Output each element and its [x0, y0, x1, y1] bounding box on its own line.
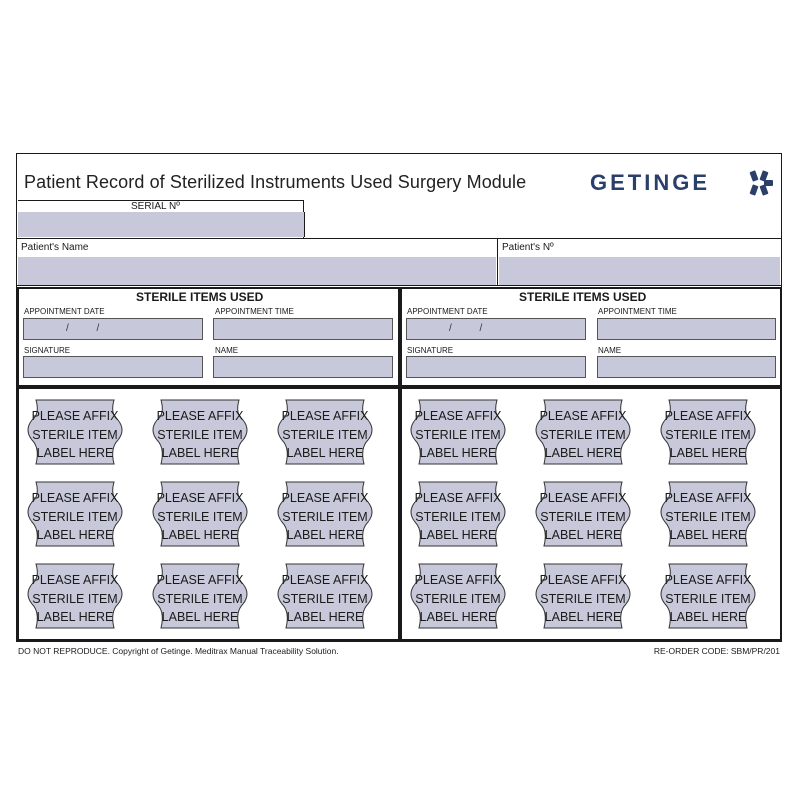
- sticker-line-1: PLEASE AFFIX: [539, 409, 627, 423]
- sticker-label: [147, 489, 253, 545]
- sticker-label: [530, 571, 636, 627]
- sticker-slot[interactable]: [530, 478, 636, 550]
- sticker-line-1: PLEASE AFFIX: [664, 491, 752, 505]
- sticker-line-1: PLEASE AFFIX: [664, 409, 752, 423]
- left-signature-label: SIGNATURE: [24, 346, 71, 355]
- brand-logo: GETINGE: [590, 170, 711, 195]
- sticker-line-3: LABEL HERE: [161, 446, 239, 460]
- sticker-slot[interactable]: [405, 560, 511, 632]
- patient-row-divider: [16, 238, 782, 239]
- right-appointment-time-label: APPOINTMENT TIME: [598, 307, 677, 316]
- sticker-line-3: LABEL HERE: [419, 528, 497, 542]
- sticker-line-1: PLEASE AFFIX: [281, 491, 369, 505]
- sticker-slot[interactable]: [655, 396, 761, 468]
- sticker-slot[interactable]: [655, 560, 761, 632]
- sticker-line-3: LABEL HERE: [36, 528, 114, 542]
- sticker-line-2: STERILE ITEM: [32, 509, 118, 524]
- sticker-line-3: LABEL HERE: [669, 446, 747, 460]
- sticker-slot[interactable]: [272, 396, 378, 468]
- sticker-line-1: PLEASE AFFIX: [31, 409, 119, 423]
- patient-row-separator: [497, 238, 498, 285]
- serial-label: SERIAL Nº: [131, 201, 180, 212]
- sticker-line-2: STERILE ITEM: [32, 591, 118, 606]
- sticker-line-2: STERILE ITEM: [665, 427, 751, 442]
- right-appointment-date-input[interactable]: / /: [406, 318, 586, 340]
- sticker-line-1: PLEASE AFFIX: [156, 491, 244, 505]
- sticker-line-3: LABEL HERE: [286, 610, 364, 624]
- right-name-input[interactable]: [597, 356, 776, 378]
- sticker-line-2: STERILE ITEM: [282, 509, 368, 524]
- sticker-slot[interactable]: [530, 560, 636, 632]
- sticker-line-3: LABEL HERE: [36, 610, 114, 624]
- sticker-line-2: STERILE ITEM: [282, 427, 368, 442]
- sticker-line-2: STERILE ITEM: [415, 509, 501, 524]
- sticker-label: [272, 407, 378, 463]
- sticker-line-3: LABEL HERE: [419, 446, 497, 460]
- patient-number-label: Patient's Nº: [502, 242, 554, 253]
- patient-number-field[interactable]: [499, 257, 780, 285]
- left-name-label: NAME: [215, 346, 239, 355]
- sticker-line-2: STERILE ITEM: [665, 509, 751, 524]
- sticker-line-1: PLEASE AFFIX: [414, 491, 502, 505]
- sticker-line-3: LABEL HERE: [36, 446, 114, 460]
- patient-name-field[interactable]: [18, 257, 496, 285]
- patient-row-bottom: [16, 285, 782, 286]
- sticker-line-2: STERILE ITEM: [32, 427, 118, 442]
- sticker-slot[interactable]: [147, 478, 253, 550]
- sticker-label: [405, 571, 511, 627]
- footer-reorder-code: RE-ORDER CODE: SBM/PR/201: [653, 646, 780, 656]
- sticker-slot[interactable]: [272, 478, 378, 550]
- right-appointment-date-label: APPOINTMENT DATE: [407, 307, 488, 316]
- right-signature-input[interactable]: [406, 356, 586, 378]
- form-title: Patient Record of Sterilized Instruments Used Surgery Module: [24, 172, 527, 192]
- right-panel-title: STERILE ITEMS USED: [519, 290, 647, 304]
- left-signature-input[interactable]: [23, 356, 203, 378]
- sticker-line-2: STERILE ITEM: [282, 591, 368, 606]
- sticker-line-1: PLEASE AFFIX: [281, 409, 369, 423]
- sticker-label: [22, 571, 128, 627]
- sticker-slot[interactable]: [655, 478, 761, 550]
- sticker-line-1: PLEASE AFFIX: [539, 573, 627, 587]
- left-appointment-date-label: APPOINTMENT DATE: [24, 307, 105, 316]
- sticker-line-1: PLEASE AFFIX: [414, 573, 502, 587]
- sticker-label: [22, 407, 128, 463]
- sticker-label: [22, 489, 128, 545]
- right-appointment-time-input[interactable]: [597, 318, 776, 340]
- sticker-line-1: PLEASE AFFIX: [664, 573, 752, 587]
- left-appointment-time-input[interactable]: [213, 318, 393, 340]
- patient-name-label: Patient's Name: [21, 242, 89, 253]
- sticker-line-3: LABEL HERE: [419, 610, 497, 624]
- sticker-label: [405, 407, 511, 463]
- sticker-line-1: PLEASE AFFIX: [414, 409, 502, 423]
- sticker-line-3: LABEL HERE: [544, 528, 622, 542]
- sticker-label: [272, 571, 378, 627]
- sticker-line-2: STERILE ITEM: [540, 509, 626, 524]
- sticker-slot[interactable]: [22, 560, 128, 632]
- sticker-slot[interactable]: [272, 560, 378, 632]
- sticker-line-1: PLEASE AFFIX: [156, 409, 244, 423]
- left-appointment-date-input[interactable]: / /: [23, 318, 203, 340]
- right-name-label: NAME: [598, 346, 622, 355]
- getinge-star-icon: [744, 168, 774, 198]
- sticker-line-1: PLEASE AFFIX: [539, 491, 627, 505]
- left-appointment-time-label: APPOINTMENT TIME: [215, 307, 294, 316]
- sticker-line-2: STERILE ITEM: [540, 591, 626, 606]
- sticker-label: [147, 571, 253, 627]
- sticker-label: [530, 407, 636, 463]
- sticker-line-2: STERILE ITEM: [415, 427, 501, 442]
- sticker-line-3: LABEL HERE: [544, 446, 622, 460]
- sticker-label: [655, 571, 761, 627]
- sticker-line-2: STERILE ITEM: [540, 427, 626, 442]
- sticker-line-2: STERILE ITEM: [157, 591, 243, 606]
- left-panel-title: STERILE ITEMS USED: [136, 290, 264, 304]
- sticker-line-2: STERILE ITEM: [157, 509, 243, 524]
- sticker-line-3: LABEL HERE: [286, 528, 364, 542]
- sticker-line-2: STERILE ITEM: [415, 591, 501, 606]
- sticker-label: [655, 489, 761, 545]
- serial-field[interactable]: [18, 212, 305, 237]
- sticker-label: [147, 407, 253, 463]
- sticker-line-1: PLEASE AFFIX: [31, 573, 119, 587]
- sticker-slot[interactable]: [147, 560, 253, 632]
- sticker-line-3: LABEL HERE: [669, 528, 747, 542]
- sticker-line-2: STERILE ITEM: [665, 591, 751, 606]
- sticker-slot[interactable]: [405, 478, 511, 550]
- sticker-line-2: STERILE ITEM: [157, 427, 243, 442]
- sticker-line-1: PLEASE AFFIX: [31, 491, 119, 505]
- sticker-label: [655, 407, 761, 463]
- sticker-slot[interactable]: [530, 396, 636, 468]
- sticker-slot[interactable]: [22, 396, 128, 468]
- sticker-line-3: LABEL HERE: [161, 610, 239, 624]
- sticker-line-1: PLEASE AFFIX: [156, 573, 244, 587]
- sticker-line-3: LABEL HERE: [161, 528, 239, 542]
- sticker-slot[interactable]: [405, 396, 511, 468]
- sticker-label: [272, 489, 378, 545]
- sticker-slot[interactable]: [22, 478, 128, 550]
- left-name-input[interactable]: [213, 356, 393, 378]
- sticker-line-1: PLEASE AFFIX: [281, 573, 369, 587]
- sticker-line-3: LABEL HERE: [286, 446, 364, 460]
- sticker-line-3: LABEL HERE: [669, 610, 747, 624]
- sticker-slot[interactable]: [147, 396, 253, 468]
- right-signature-label: SIGNATURE: [407, 346, 454, 355]
- sticker-label: [405, 489, 511, 545]
- sticker-line-3: LABEL HERE: [544, 610, 622, 624]
- sticker-label: [530, 489, 636, 545]
- footer-copyright: DO NOT REPRODUCE. Copyright of Getinge. Meditrax Manual Traceability Solution.: [18, 646, 339, 656]
